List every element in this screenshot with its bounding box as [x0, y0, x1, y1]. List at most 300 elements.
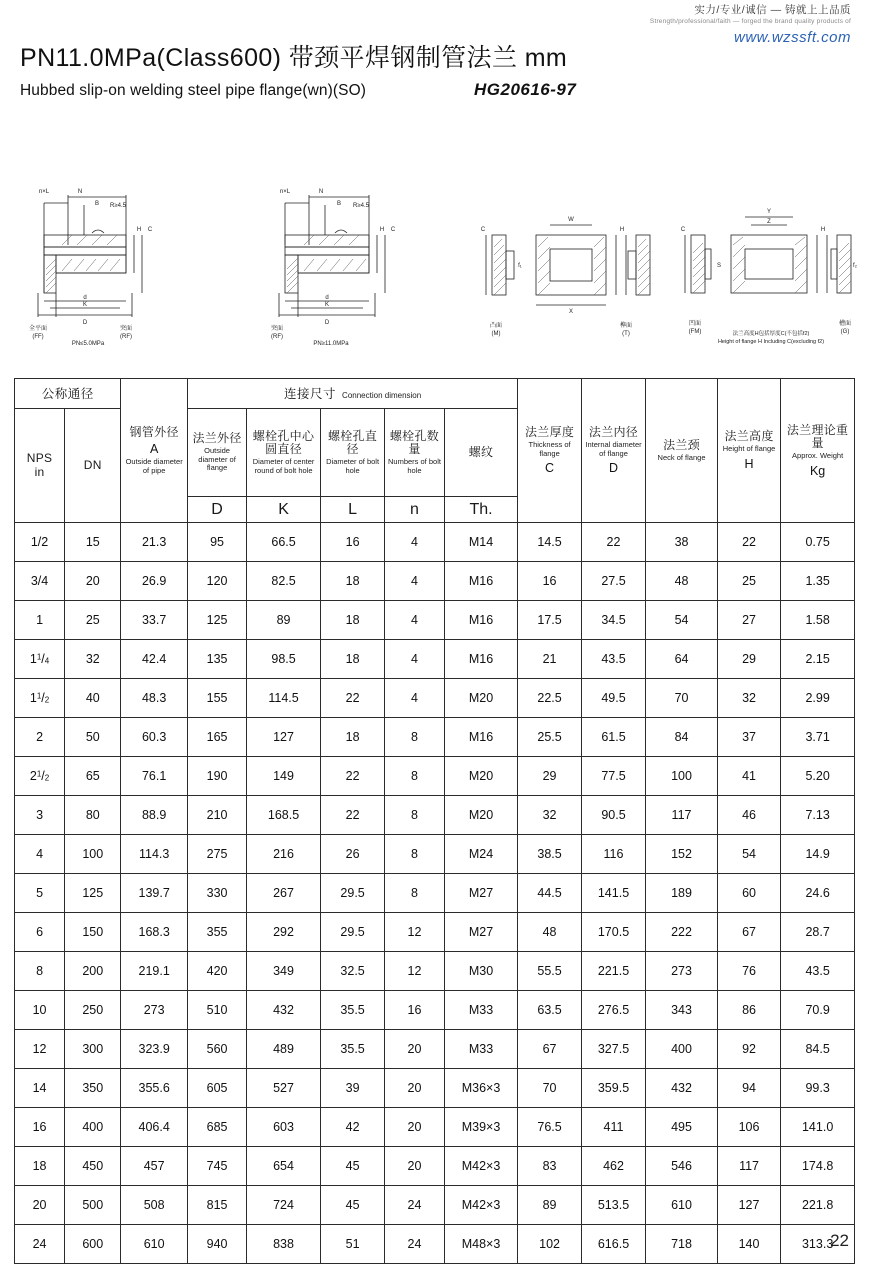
table-cell: 4 — [15, 835, 65, 874]
header-neck-cn: 法兰颈 — [663, 437, 700, 452]
table-row — [15, 718, 855, 757]
table-row — [15, 835, 855, 874]
table-cell: 117 — [646, 796, 718, 835]
header-group-nominal — [15, 379, 121, 409]
header-col-thread — [444, 409, 518, 497]
header-weight-sym: Kg — [809, 463, 826, 478]
svg-text:H: H — [619, 227, 625, 233]
svg-text:凸面: 凸面 — [489, 323, 503, 329]
table-cell: 275 — [187, 835, 246, 874]
table-cell: 21.3 — [121, 523, 187, 562]
header-col-weight — [781, 379, 855, 523]
table-cell: 102 — [518, 1225, 581, 1264]
table-cell: 600 — [65, 1225, 121, 1264]
table-cell: 76.5 — [518, 1108, 581, 1147]
table-cell: 43.5 — [581, 640, 645, 679]
table-cell: 18 — [320, 718, 384, 757]
page-number: 22 — [830, 1231, 849, 1250]
table-cell: 210 — [187, 796, 246, 835]
table-cell: M20 — [444, 679, 518, 718]
table-cell: 22.5 — [518, 679, 581, 718]
table-cell: 18 — [320, 562, 384, 601]
table-cell: M16 — [444, 640, 518, 679]
svg-text:(G): (G) — [840, 329, 850, 335]
table-cell: 4 — [385, 640, 444, 679]
table-cell: 65 — [65, 757, 121, 796]
header-col-flange-od — [187, 409, 246, 497]
table-cell: 51 — [320, 1225, 384, 1264]
svg-text:K: K — [82, 302, 88, 308]
table-cell: 221.5 — [581, 952, 645, 991]
table-cell: 508 — [121, 1186, 187, 1225]
table-cell: 6 — [15, 913, 65, 952]
table-cell: 46 — [717, 796, 780, 835]
table-cell: M20 — [444, 757, 518, 796]
table-row — [15, 913, 855, 952]
table-cell: 350 — [65, 1069, 121, 1108]
svg-text:全平面: 全平面 — [28, 326, 48, 332]
table-cell: 76.1 — [121, 757, 187, 796]
table-cell: 39 — [320, 1069, 384, 1108]
flange-spec-table — [14, 378, 855, 1264]
page-title-en: Hubbed slip-on welding steel pipe flange(wn)(SO) — [20, 82, 366, 99]
header-height-sym: H — [744, 456, 754, 471]
header-thickness-en: Thickness of flange — [528, 439, 571, 458]
table-cell: M24 — [444, 835, 518, 874]
svg-text:槽面: 槽面 — [838, 321, 852, 327]
header-bolt-circle-cn: 螺栓孔中心圆直径 — [252, 428, 315, 456]
table-cell: M27 — [444, 874, 518, 913]
svg-text:B: B — [94, 201, 100, 207]
table-cell: 116 — [581, 835, 645, 874]
svg-text:H: H — [379, 227, 385, 233]
svg-text:H: H — [820, 227, 826, 233]
table-cell: 8 — [385, 718, 444, 757]
table-cell: 8 — [385, 757, 444, 796]
table-cell: 190 — [187, 757, 246, 796]
table-cell: 16 — [320, 523, 384, 562]
table-cell: 77.5 — [581, 757, 645, 796]
table-cell: 25 — [65, 601, 121, 640]
table-cell: 355.6 — [121, 1069, 187, 1108]
table-body — [15, 523, 855, 1264]
header-bolt-hole-num-en: Numbers of bolt hole — [388, 457, 441, 475]
header-nps-cn: NPS — [26, 451, 53, 466]
table-cell: 359.5 — [581, 1069, 645, 1108]
table-cell: 12 — [15, 1030, 65, 1069]
table-cell: 168.3 — [121, 913, 187, 952]
table-cell: 55.5 — [518, 952, 581, 991]
table-cell: 450 — [65, 1147, 121, 1186]
table-cell: 25 — [717, 562, 780, 601]
svg-text:R≥4.5: R≥4.5 — [110, 203, 126, 209]
table-cell: 114.3 — [121, 835, 187, 874]
table-cell: 189 — [646, 874, 718, 913]
table-cell: $2^1/2$ — [15, 757, 65, 796]
table-cell: 25.5 — [518, 718, 581, 757]
header-group-connection — [187, 379, 517, 409]
table-cell: 76 — [717, 952, 780, 991]
table-cell: 22 — [717, 523, 780, 562]
table-cell: 5 — [15, 874, 65, 913]
table-cell: 45 — [320, 1147, 384, 1186]
table-cell: 510 — [187, 991, 246, 1030]
header-col-height — [717, 379, 780, 523]
table-cell: 462 — [581, 1147, 645, 1186]
table-cell: 12 — [385, 913, 444, 952]
table-cell: 38 — [646, 523, 718, 562]
banner-slogan-cn: 实力/专业/诚信 — 铸就上上品质 — [694, 4, 851, 16]
table-cell: 560 — [187, 1030, 246, 1069]
svg-text:C: C — [390, 227, 396, 233]
table-cell: 603 — [247, 1108, 321, 1147]
table-cell: 527 — [247, 1069, 321, 1108]
table-cell: 49.5 — [581, 679, 645, 718]
svg-text:(FF): (FF) — [32, 334, 44, 340]
svg-text:K: K — [324, 302, 330, 308]
table-cell: 165 — [187, 718, 246, 757]
table-cell: 432 — [646, 1069, 718, 1108]
table-cell: 90.5 — [581, 796, 645, 835]
svg-text:Z: Z — [767, 219, 771, 225]
table-cell: 127 — [247, 718, 321, 757]
table-cell: 174.8 — [781, 1147, 855, 1186]
table-cell: 54 — [646, 601, 718, 640]
table-cell: 84 — [646, 718, 718, 757]
table-cell: 170.5 — [581, 913, 645, 952]
table-cell: 22 — [320, 796, 384, 835]
table-cell: 83 — [518, 1147, 581, 1186]
table-cell: $1^1/4$ — [15, 640, 65, 679]
table-cell: 718 — [646, 1225, 718, 1264]
table-cell: 4 — [385, 562, 444, 601]
table-row — [15, 640, 855, 679]
svg-text:H: H — [136, 227, 142, 233]
table-cell: 546 — [646, 1147, 718, 1186]
table-cell: 745 — [187, 1147, 246, 1186]
table-cell: 292 — [247, 913, 321, 952]
svg-text:n×L: n×L — [38, 189, 50, 195]
table-cell: 41 — [717, 757, 780, 796]
flange-spec-table-wrapper — [14, 378, 855, 1264]
table-cell: 815 — [187, 1186, 246, 1225]
header-sym-bolt-circle: K — [247, 497, 321, 523]
header-bolt-hole-num-cn: 螺栓孔数量 — [389, 428, 440, 456]
table-cell: 27 — [717, 601, 780, 640]
svg-text:S: S — [716, 263, 722, 269]
header-group-nominal-label: 公称通径 — [41, 386, 94, 401]
table-cell: 127 — [717, 1186, 780, 1225]
table-cell: 32 — [518, 796, 581, 835]
table-cell: 99.3 — [781, 1069, 855, 1108]
table-cell: 141.0 — [781, 1108, 855, 1147]
table-cell: 29 — [518, 757, 581, 796]
table-cell: 411 — [581, 1108, 645, 1147]
table-cell: 67 — [717, 913, 780, 952]
header-col-neck — [646, 379, 718, 523]
svg-text:榫面: 榫面 — [619, 323, 633, 329]
table-cell: 685 — [187, 1108, 246, 1147]
table-cell: 273 — [646, 952, 718, 991]
svg-text:突面: 突面 — [119, 326, 133, 332]
header-pipe-od-sym: A — [149, 441, 159, 456]
table-cell: 86 — [717, 991, 780, 1030]
table-cell: 42 — [320, 1108, 384, 1147]
svg-text:Y: Y — [766, 209, 772, 215]
table-row — [15, 874, 855, 913]
header-pipe-od-cn: 钢管外径 — [129, 424, 179, 439]
svg-text:PN≥11.0MPa: PN≥11.0MPa — [313, 341, 349, 345]
header-flange-od-cn: 法兰外径 — [192, 430, 242, 445]
table-cell: 343 — [646, 991, 718, 1030]
table-cell: 32.5 — [320, 952, 384, 991]
table-cell: 14 — [15, 1069, 65, 1108]
header-internal-dia-sym: D — [608, 461, 619, 476]
table-cell: 24 — [385, 1225, 444, 1264]
table-cell: 250 — [65, 991, 121, 1030]
table-cell: 48 — [646, 562, 718, 601]
table-cell: 60 — [717, 874, 780, 913]
svg-text:C: C — [680, 227, 686, 233]
table-cell: 400 — [65, 1108, 121, 1147]
table-cell: 45 — [320, 1186, 384, 1225]
table-cell: 33.7 — [121, 601, 187, 640]
table-row — [15, 1030, 855, 1069]
svg-text:f₂: f₂ — [853, 263, 857, 269]
table-cell: 150 — [65, 913, 121, 952]
svg-text:(FM): (FM) — [688, 329, 702, 335]
svg-text:X: X — [568, 309, 574, 315]
svg-text:(RF): (RF) — [271, 334, 283, 340]
table-cell: 16 — [518, 562, 581, 601]
table-cell: M30 — [444, 952, 518, 991]
table-cell: 43.5 — [781, 952, 855, 991]
table-cell: 400 — [646, 1030, 718, 1069]
table-row — [15, 991, 855, 1030]
header-flange-od-en: Outside diameter of flange — [198, 446, 236, 473]
table-cell: 20 — [385, 1030, 444, 1069]
table-cell: 114.5 — [247, 679, 321, 718]
table-cell: 61.5 — [581, 718, 645, 757]
table-cell: M42×3 — [444, 1147, 518, 1186]
table-header-group-row — [15, 379, 855, 409]
header-thread-cn: 螺纹 — [468, 444, 494, 459]
table-cell: M16 — [444, 601, 518, 640]
header-nps-unit: in — [34, 464, 45, 479]
table-cell: 2.99 — [781, 679, 855, 718]
svg-text:f₁: f₁ — [518, 263, 522, 269]
table-cell: 18 — [320, 601, 384, 640]
header-bolt-hole-dia-en: Diameter of bolt hole — [326, 457, 380, 475]
table-cell: 89 — [518, 1186, 581, 1225]
table-cell: 216 — [247, 835, 321, 874]
table-cell: 24.6 — [781, 874, 855, 913]
table-cell: M16 — [444, 562, 518, 601]
svg-text:R≥4.5: R≥4.5 — [353, 203, 369, 209]
table-cell: 34.5 — [581, 601, 645, 640]
table-cell: 88.9 — [121, 796, 187, 835]
table-row — [15, 1147, 855, 1186]
banner-slogan-en: Strength/professional/faith — forged the brand quality products of — [649, 18, 851, 26]
table-cell: 22 — [320, 679, 384, 718]
table-cell: 313.3 — [781, 1225, 855, 1264]
flange-drawing-female-groove — [679, 175, 864, 345]
table-cell: 50 — [65, 718, 121, 757]
svg-text:凹面: 凹面 — [688, 321, 702, 327]
table-cell: 605 — [187, 1069, 246, 1108]
table-cell: 35.5 — [320, 991, 384, 1030]
table-cell: 100 — [65, 835, 121, 874]
table-cell: 22 — [581, 523, 645, 562]
table-cell: 18 — [320, 640, 384, 679]
table-cell: 495 — [646, 1108, 718, 1147]
table-cell: 44.5 — [518, 874, 581, 913]
svg-text:突面: 突面 — [270, 326, 284, 332]
table-cell: 139.7 — [121, 874, 187, 913]
table-cell: 513.5 — [581, 1186, 645, 1225]
header-thickness-sym: C — [545, 461, 555, 476]
table-cell: 141.5 — [581, 874, 645, 913]
table-cell: 616.5 — [581, 1225, 645, 1264]
table-cell: 654 — [247, 1147, 321, 1186]
table-row — [15, 1108, 855, 1147]
table-cell: 98.5 — [247, 640, 321, 679]
table-cell: 29.5 — [320, 874, 384, 913]
svg-text:n×L: n×L — [279, 189, 291, 195]
page-title-block — [20, 38, 850, 100]
table-cell: 117 — [717, 1147, 780, 1186]
table-row — [15, 1225, 855, 1264]
flange-drawing-rf-high-pressure — [259, 175, 469, 345]
standard-code: HG20616-97 — [473, 80, 577, 99]
table-cell: 20 — [65, 562, 121, 601]
table-cell: 276.5 — [581, 991, 645, 1030]
table-cell: 273 — [121, 991, 187, 1030]
header-col-thickness — [518, 379, 581, 523]
flange-drawing-male-tongue — [476, 175, 666, 345]
table-cell: 125 — [65, 874, 121, 913]
table-cell: 140 — [717, 1225, 780, 1264]
table-cell: M33 — [444, 1030, 518, 1069]
table-cell: 120 — [187, 562, 246, 601]
table-cell: 8 — [15, 952, 65, 991]
table-header — [15, 379, 855, 523]
table-cell: 2.15 — [781, 640, 855, 679]
table-cell: 3/4 — [15, 562, 65, 601]
header-sym-bolt-hole-num: n — [385, 497, 444, 523]
table-cell: 48.3 — [121, 679, 187, 718]
table-cell: 14.9 — [781, 835, 855, 874]
table-cell: 4 — [385, 601, 444, 640]
flange-drawing-ff-rf — [22, 175, 222, 345]
table-cell: 64 — [646, 640, 718, 679]
header-pipe-od-en: Outside diameter of pipe — [125, 456, 183, 475]
table-cell: 8 — [385, 835, 444, 874]
table-cell: 20 — [385, 1069, 444, 1108]
table-row — [15, 952, 855, 991]
table-cell: 125 — [187, 601, 246, 640]
table-cell: 5.20 — [781, 757, 855, 796]
table-cell: 38.5 — [518, 835, 581, 874]
table-cell: 24 — [15, 1225, 65, 1264]
table-row — [15, 1069, 855, 1108]
table-cell: 26 — [320, 835, 384, 874]
svg-text:(M): (M) — [491, 331, 501, 337]
table-cell: M48×3 — [444, 1225, 518, 1264]
technical-drawings — [14, 175, 856, 345]
table-cell: 27.5 — [581, 562, 645, 601]
table-row — [15, 601, 855, 640]
table-cell: 20 — [385, 1108, 444, 1147]
table-cell: $1^1/2$ — [15, 679, 65, 718]
table-cell: 42.4 — [121, 640, 187, 679]
table-cell: M36×3 — [444, 1069, 518, 1108]
header-col-pipe-od — [121, 379, 187, 523]
table-row — [15, 679, 855, 718]
table-row — [15, 796, 855, 835]
table-cell: 18 — [15, 1147, 65, 1186]
header-neck-en: Neck of flange — [657, 452, 706, 462]
table-row — [15, 523, 855, 562]
header-sym-flange-od: D — [187, 497, 246, 523]
svg-text:C: C — [147, 227, 153, 233]
table-cell: 457 — [121, 1147, 187, 1186]
svg-text:N: N — [77, 189, 83, 195]
table-cell: 7.13 — [781, 796, 855, 835]
table-cell: 40 — [65, 679, 121, 718]
table-cell: 300 — [65, 1030, 121, 1069]
table-cell: 95 — [187, 523, 246, 562]
table-cell: 323.9 — [121, 1030, 187, 1069]
page-title-row-2 — [20, 80, 850, 100]
table-cell: 200 — [65, 952, 121, 991]
header-height-en: Height of flange — [722, 444, 776, 454]
header-group-connection-cn: 连接尺寸 — [284, 386, 337, 401]
table-cell: M16 — [444, 718, 518, 757]
table-cell: 327.5 — [581, 1030, 645, 1069]
table-cell: 940 — [187, 1225, 246, 1264]
table-cell: M14 — [444, 523, 518, 562]
table-cell: 94 — [717, 1069, 780, 1108]
table-cell: 84.5 — [781, 1030, 855, 1069]
table-cell: 24 — [385, 1186, 444, 1225]
table-cell: 155 — [187, 679, 246, 718]
table-cell: 16 — [385, 991, 444, 1030]
table-row — [15, 757, 855, 796]
table-cell: 32 — [65, 640, 121, 679]
header-bolt-hole-dia-cn: 螺栓孔直径 — [327, 428, 378, 456]
svg-text:d: d — [83, 295, 87, 301]
header-bolt-circle-en: Diameter of center round of bolt hole — [252, 457, 315, 475]
table-cell: 28.7 — [781, 913, 855, 952]
table-cell: 70 — [518, 1069, 581, 1108]
table-cell: M20 — [444, 796, 518, 835]
table-cell: 67 — [518, 1030, 581, 1069]
table-cell: 106 — [717, 1108, 780, 1147]
svg-text:d: d — [325, 295, 329, 301]
table-cell: 63.5 — [518, 991, 581, 1030]
svg-text:法兰高度H包括厚度C(不包括f2): 法兰高度H包括厚度C(不包括f2) — [732, 331, 810, 337]
table-cell: 500 — [65, 1186, 121, 1225]
table-cell: 12 — [385, 952, 444, 991]
table-cell: 92 — [717, 1030, 780, 1069]
table-cell: 221.8 — [781, 1186, 855, 1225]
table-cell: 406.4 — [121, 1108, 187, 1147]
header-group-connection-en: Connection dimension — [342, 390, 422, 400]
table-cell: M39×3 — [444, 1108, 518, 1147]
svg-text:(T): (T) — [622, 331, 630, 337]
table-cell: 1.35 — [781, 562, 855, 601]
